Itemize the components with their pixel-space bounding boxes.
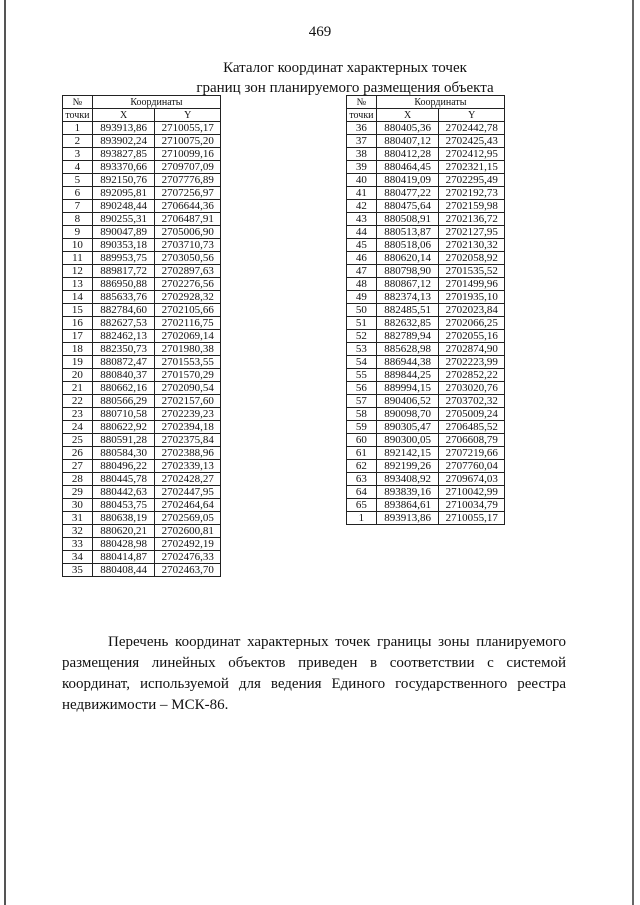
table-row [347,356,505,369]
coord-x: 882350,73 [92,343,155,356]
table-row [347,174,505,187]
coord-x: 892199,26 [376,460,439,473]
coord-x: 882789,94 [376,330,439,343]
coord-y: 2706644,36 [155,200,221,213]
coord-y: 2702600,81 [155,525,221,538]
table-row [63,265,221,278]
coord-y: 2703020,76 [439,382,505,395]
coord-y: 2703050,56 [155,252,221,265]
coord-x: 880591,28 [92,434,155,447]
coord-y: 2702852,22 [439,369,505,382]
coord-x: 880428,98 [92,538,155,551]
table-row [347,473,505,486]
coord-y: 2702023,84 [439,304,505,317]
table-row [63,304,221,317]
table-row [63,525,221,538]
point-number: 59 [347,421,377,434]
coord-y: 2701980,38 [155,343,221,356]
point-number: 16 [63,317,93,330]
table-row [63,499,221,512]
footer-line-2 [62,653,566,674]
coord-x: 880872,47 [92,356,155,369]
coord-x: 889994,15 [376,382,439,395]
point-number: 28 [63,473,93,486]
coord-y: 2702928,32 [155,291,221,304]
point-number: 15 [63,304,93,317]
catalog-title-line-1: Каталог координат характерных точек [223,60,467,76]
coord-y: 2702492,19 [155,538,221,551]
point-number: 56 [347,382,377,395]
table-row [63,538,221,551]
page-edge-right [632,0,634,905]
table-row [63,473,221,486]
point-number: 1 [63,122,93,135]
table-row [63,564,221,577]
table-row [63,343,221,356]
coord-x: 890406,52 [376,395,439,408]
coord-y: 2710055,17 [155,122,221,135]
coord-x: 890098,70 [376,408,439,421]
table-row [63,408,221,421]
table-row [347,265,505,278]
coord-x: 880408,44 [92,564,155,577]
coord-x: 880620,21 [92,525,155,538]
coord-y: 2702874,90 [439,343,505,356]
coord-y: 2702339,13 [155,460,221,473]
footer-line-4 [62,695,566,716]
table-row [63,460,221,473]
table-row [347,239,505,252]
point-number: 60 [347,434,377,447]
footer-line-3 [62,674,566,695]
table-row [347,369,505,382]
coord-x: 889844,25 [376,369,439,382]
header-coords: Координаты [92,96,220,109]
coord-y: 2702375,84 [155,434,221,447]
coord-y: 2702130,32 [439,239,505,252]
header-y: Y [439,109,505,122]
point-number: 64 [347,486,377,499]
coord-y: 2702295,49 [439,174,505,187]
table-row [347,343,505,356]
coord-y: 2702321,15 [439,161,505,174]
point-number: 53 [347,343,377,356]
table-row [347,213,505,226]
point-number: 35 [63,564,93,577]
table-row [63,369,221,382]
table-row [63,135,221,148]
table-row [347,304,505,317]
coord-x: 880584,30 [92,447,155,460]
point-number: 43 [347,213,377,226]
point-number: 31 [63,512,93,525]
point-number: 65 [347,499,377,512]
table-row [63,187,221,200]
point-number: 13 [63,278,93,291]
table-row [347,252,505,265]
point-number: 6 [63,187,93,200]
coord-y: 2701499,96 [439,278,505,291]
footer-line-4-text: недвижимости – МСК-86. [62,697,229,713]
coord-y: 2702159,98 [439,200,505,213]
coord-x: 892142,15 [376,447,439,460]
point-number: 37 [347,135,377,148]
point-number: 63 [347,473,377,486]
coord-x: 880518,06 [376,239,439,252]
coord-x: 890047,89 [92,226,155,239]
coord-y: 2701553,55 [155,356,221,369]
point-number: 10 [63,239,93,252]
coord-x: 880496,22 [92,460,155,473]
point-number: 36 [347,122,377,135]
coord-y: 2707256,97 [155,187,221,200]
coord-x: 890255,31 [92,213,155,226]
point-number: 46 [347,252,377,265]
point-number: 38 [347,148,377,161]
point-number: 7 [63,200,93,213]
table-row [63,122,221,135]
point-number: 3 [63,148,93,161]
point-number: 55 [347,369,377,382]
coord-y: 2702127,95 [439,226,505,239]
coord-x: 882462,13 [92,330,155,343]
coord-y: 2702425,43 [439,135,505,148]
coord-y: 2702447,95 [155,486,221,499]
catalog-title-line-2: границ зон планируемого размещения объекта [196,80,494,96]
coord-y: 2707760,04 [439,460,505,473]
coord-y: 2702090,54 [155,382,221,395]
table-row [347,148,505,161]
coord-x: 882784,60 [92,304,155,317]
table-row [347,382,505,395]
point-number: 24 [63,421,93,434]
table-row [63,486,221,499]
point-number: 4 [63,161,93,174]
coord-y: 2710099,16 [155,148,221,161]
table-row [63,395,221,408]
coord-x: 893370,66 [92,161,155,174]
point-number: 22 [63,395,93,408]
coord-y: 2702066,25 [439,317,505,330]
point-number: 44 [347,226,377,239]
point-number: 19 [63,356,93,369]
table-row [63,382,221,395]
point-number: 45 [347,239,377,252]
coord-y: 2706608,79 [439,434,505,447]
coord-x: 880840,37 [92,369,155,382]
coord-y: 2702069,14 [155,330,221,343]
point-number: 58 [347,408,377,421]
coord-y: 2702192,73 [439,187,505,200]
coord-y: 2701935,10 [439,291,505,304]
point-number: 17 [63,330,93,343]
coord-y: 2702239,23 [155,408,221,421]
coord-x: 893902,24 [92,135,155,148]
table-row [347,330,505,343]
table-row [63,447,221,460]
footer-paragraph [62,632,566,716]
coord-x: 880638,19 [92,512,155,525]
coord-x: 893913,86 [92,122,155,135]
coord-x: 880419,09 [376,174,439,187]
coord-y: 2710055,17 [439,512,505,525]
coord-x: 889953,75 [92,252,155,265]
coord-x: 890305,47 [376,421,439,434]
table-row [63,356,221,369]
table-left-body [63,122,221,577]
page-edge-left [4,0,6,905]
point-number: 42 [347,200,377,213]
table-row [63,551,221,564]
coord-y: 2702412,95 [439,148,505,161]
table-row [347,408,505,421]
coord-x: 880620,14 [376,252,439,265]
header-num-sub: точки [63,109,93,122]
coord-y: 2703702,32 [439,395,505,408]
coord-x: 880414,87 [92,551,155,564]
point-number: 34 [63,551,93,564]
coord-y: 2710042,99 [439,486,505,499]
table-row [63,148,221,161]
coord-x: 880508,91 [376,213,439,226]
header-num: № [347,96,377,109]
coord-y: 2702157,60 [155,395,221,408]
table-row [347,447,505,460]
table-row [347,200,505,213]
table-row [63,330,221,343]
table-row [347,122,505,135]
point-number: 18 [63,343,93,356]
point-number: 57 [347,395,377,408]
point-number: 26 [63,447,93,460]
header-y: Y [155,109,221,122]
table-row [347,512,505,525]
point-number: 12 [63,265,93,278]
coord-y: 2701535,52 [439,265,505,278]
coord-y: 2706485,52 [439,421,505,434]
coord-y: 2702223,99 [439,356,505,369]
coord-x: 886944,38 [376,356,439,369]
footer-line-1-text: Перечень координат характерных точек границы зоны планируемого [108,634,566,650]
table-row [347,499,505,512]
table-row [63,421,221,434]
point-number: 1 [347,512,377,525]
coord-x: 882627,53 [92,317,155,330]
coord-y: 2705009,24 [439,408,505,421]
coord-x: 880445,78 [92,473,155,486]
coordinates-table-right [346,95,505,525]
point-number: 54 [347,356,377,369]
point-number: 5 [63,174,93,187]
header-num-sub: точки [347,109,377,122]
coord-y: 2710075,20 [155,135,221,148]
coord-y: 2702055,16 [439,330,505,343]
header-x: X [92,109,155,122]
coord-y: 2702464,64 [155,499,221,512]
footer-line-2-text: размещения линейных объектов приведен в соответствии с системой [62,655,566,671]
point-number: 32 [63,525,93,538]
point-number: 61 [347,447,377,460]
coord-x: 880412,28 [376,148,439,161]
coord-x: 882374,13 [376,291,439,304]
table-row [347,161,505,174]
table-row [63,252,221,265]
table-row [347,291,505,304]
coord-x: 892150,76 [92,174,155,187]
table-row [347,460,505,473]
table-row [63,226,221,239]
table-row [63,434,221,447]
coord-x: 890300,05 [376,434,439,447]
point-number: 21 [63,382,93,395]
table-right-body [347,122,505,525]
point-number: 41 [347,187,377,200]
coord-y: 2702442,78 [439,122,505,135]
point-number: 52 [347,330,377,343]
point-number: 11 [63,252,93,265]
coord-y: 2702276,56 [155,278,221,291]
footer-line-1 [62,632,566,653]
coord-y: 2702394,18 [155,421,221,434]
table-row [347,135,505,148]
coord-x: 880566,29 [92,395,155,408]
point-number: 27 [63,460,93,473]
point-number: 50 [347,304,377,317]
coord-x: 880407,12 [376,135,439,148]
table-row [347,317,505,330]
table-row [63,200,221,213]
coord-x: 880662,16 [92,382,155,395]
coord-y: 2707219,66 [439,447,505,460]
table-row [63,213,221,226]
page-number: 469 [308,24,332,40]
point-number: 49 [347,291,377,304]
coord-y: 2702463,70 [155,564,221,577]
coord-y: 2709707,09 [155,161,221,174]
point-number: 62 [347,460,377,473]
table-row [347,421,505,434]
coord-x: 893913,86 [376,512,439,525]
coord-y: 2705006,90 [155,226,221,239]
coord-x: 890248,44 [92,200,155,213]
table-row [63,317,221,330]
coord-y: 2710034,79 [439,499,505,512]
table-row [347,486,505,499]
coord-x: 880453,75 [92,499,155,512]
coord-x: 882632,85 [376,317,439,330]
coord-x: 880513,87 [376,226,439,239]
coord-x: 886950,88 [92,278,155,291]
coord-y: 2706487,91 [155,213,221,226]
table-row [347,395,505,408]
coord-x: 880710,58 [92,408,155,421]
point-number: 51 [347,317,377,330]
table-row [63,161,221,174]
coord-x: 890353,18 [92,239,155,252]
coord-y: 2702428,27 [155,473,221,486]
coord-y: 2702569,05 [155,512,221,525]
coord-x: 880477,22 [376,187,439,200]
point-number: 29 [63,486,93,499]
coord-x: 880464,45 [376,161,439,174]
coord-y: 2702058,92 [439,252,505,265]
table-row [347,226,505,239]
coord-y: 2702136,72 [439,213,505,226]
footer-line-3-text: координат, используемой для ведения Единого государственного реестра [62,676,566,692]
point-number: 14 [63,291,93,304]
table-row [347,434,505,447]
coord-y: 2702105,66 [155,304,221,317]
coord-x: 893839,16 [376,486,439,499]
coord-x: 880622,92 [92,421,155,434]
point-number: 8 [63,213,93,226]
coord-y: 2707776,89 [155,174,221,187]
point-number: 47 [347,265,377,278]
coord-x: 893827,85 [92,148,155,161]
coord-x: 882485,51 [376,304,439,317]
point-number: 40 [347,174,377,187]
point-number: 48 [347,278,377,291]
coord-x: 880405,36 [376,122,439,135]
point-number: 20 [63,369,93,382]
coord-x: 880475,64 [376,200,439,213]
coord-y: 2703710,73 [155,239,221,252]
point-number: 2 [63,135,93,148]
point-number: 23 [63,408,93,421]
coord-y: 2702476,33 [155,551,221,564]
coordinates-table-left [62,95,221,577]
coord-y: 2702116,75 [155,317,221,330]
coord-x: 880798,90 [376,265,439,278]
coord-x: 885628,98 [376,343,439,356]
coord-x: 893408,92 [376,473,439,486]
coord-y: 2709674,03 [439,473,505,486]
table-row [63,291,221,304]
header-x: X [376,109,439,122]
point-number: 30 [63,499,93,512]
coord-x: 880442,63 [92,486,155,499]
table-row [347,187,505,200]
table-row [63,239,221,252]
coord-x: 893864,61 [376,499,439,512]
point-number: 33 [63,538,93,551]
coord-y: 2702388,96 [155,447,221,460]
coord-x: 892095,81 [92,187,155,200]
table-row [63,278,221,291]
coord-x: 880867,12 [376,278,439,291]
table-row [63,512,221,525]
point-number: 25 [63,434,93,447]
coord-x: 885633,76 [92,291,155,304]
header-num: № [63,96,93,109]
point-number: 39 [347,161,377,174]
point-number: 9 [63,226,93,239]
table-row [347,278,505,291]
coord-y: 2701570,29 [155,369,221,382]
table-row [63,174,221,187]
coord-y: 2702897,63 [155,265,221,278]
coord-x: 889817,72 [92,265,155,278]
header-coords: Координаты [376,96,504,109]
